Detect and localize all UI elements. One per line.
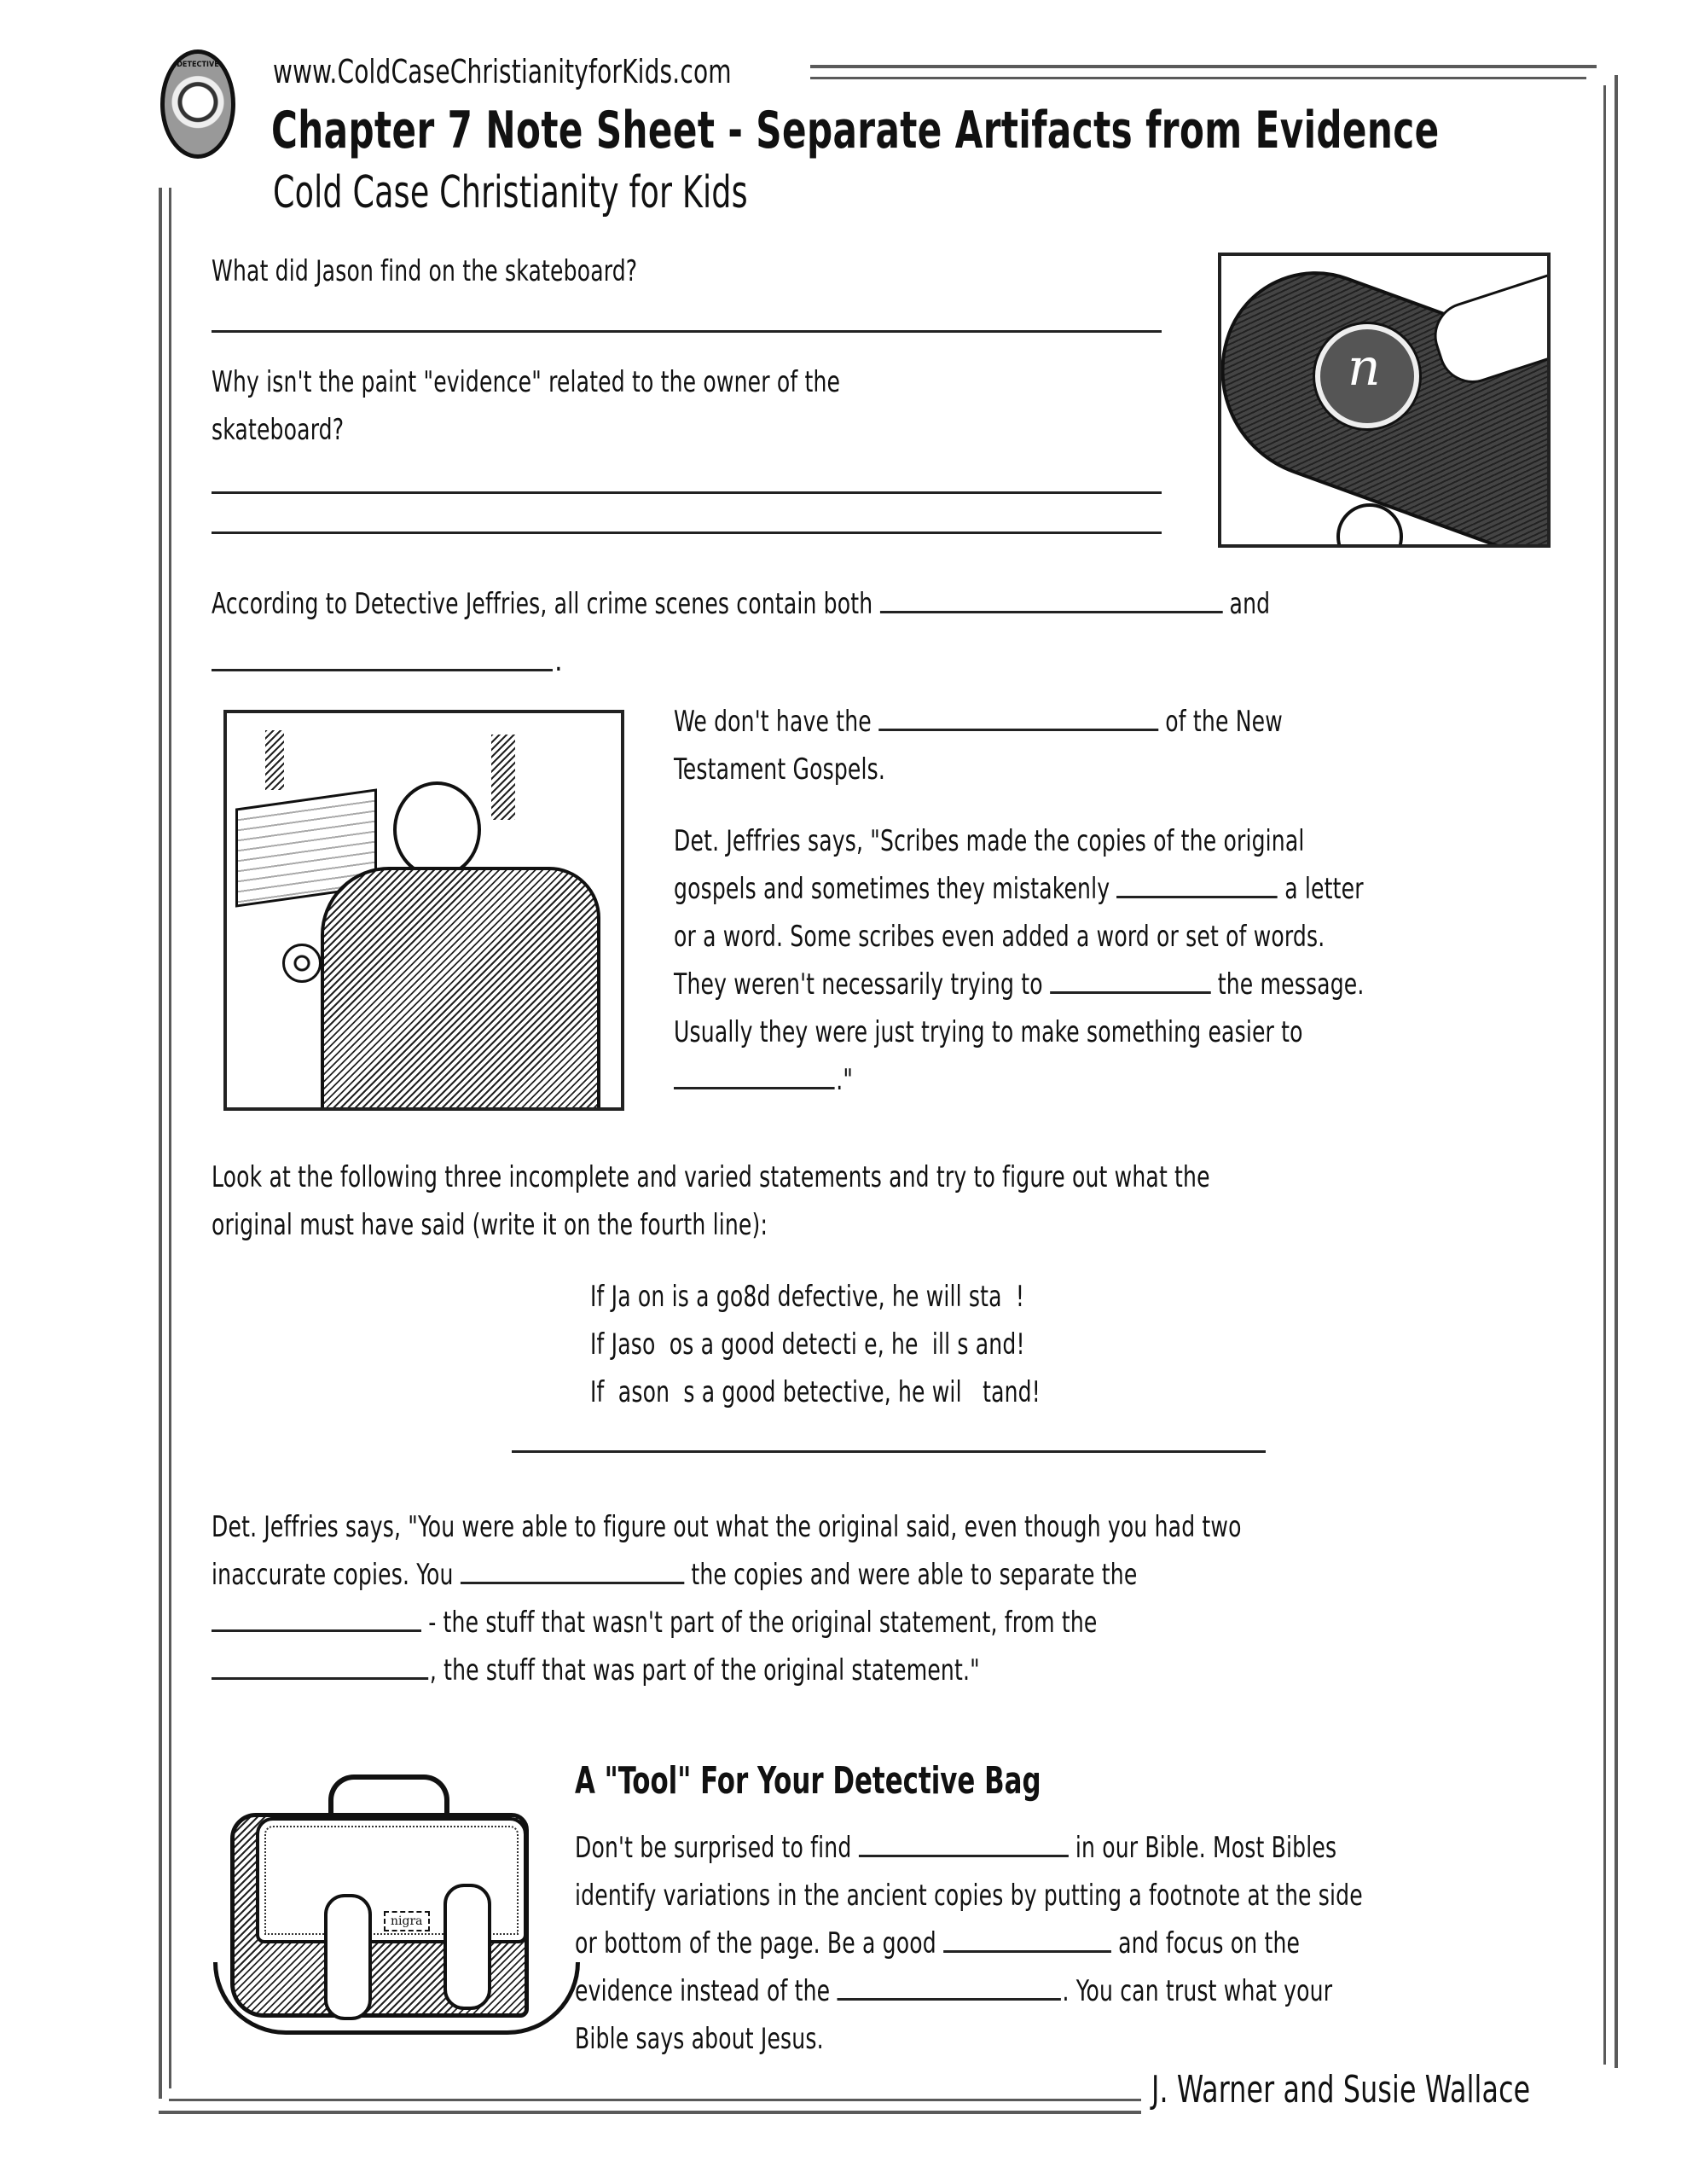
page-border-bottom-outer [159,2111,1141,2114]
answer-line-1[interactable] [212,330,1162,333]
question-3-text: According to Detective Jeffries, all crime scenes contain both [212,587,873,621]
blank-artifacts[interactable] [212,1609,421,1632]
scribe-p2-text-2a: gospels and sometimes they mistakenly [674,872,1110,906]
blank-easier-to[interactable] [674,1066,835,1089]
magnifier-icon: n [1315,324,1419,428]
page-border-left-outer [159,188,162,2099]
puzzle-statement: If ason s a good betective, he wil tand! [590,1375,1041,1409]
scribe-p2-text-6: ." [836,1063,854,1097]
quote-line2 [212,1558,1137,1592]
blank-artifacts-2[interactable] [837,1978,1060,2001]
scribe-p2-text-2b: a letter [1284,872,1364,906]
scribe-p1-line2: Testament Gospels. [674,752,886,787]
puzzle-statement: If Jaso os a good detecti e, he ill s and! [590,1327,1025,1362]
detective-bag-illustration [213,1766,571,2048]
scribe-p2-text-4a: They weren't necessarily trying to [674,967,1043,1002]
question-2-line-2: skateboard? [212,413,345,447]
bag-label: nigra [384,1911,430,1931]
scribe-writing-illustration [223,710,624,1111]
scroll-icon [282,944,322,983]
pillar-right [491,735,515,820]
puzzle-statement: If Ja on is a go8d defective, he will sta ! [590,1280,1025,1314]
badge-text: DETECTIVE [177,61,219,69]
question-3-and: and [1229,587,1271,621]
blank-detective[interactable] [943,1930,1111,1953]
tool-heading: A "Tool" For Your Detective Bag [575,1759,1041,1803]
page-border-bottom-inner [169,2099,1141,2101]
scribe-robe [321,867,600,1111]
question-3-period: . [554,644,563,678]
quote-text-4: , the stuff that was part of the original statement." [429,1653,980,1687]
page-border-right-outer [1615,75,1618,2068]
quote-text-2a: inaccurate copies. You [212,1558,454,1592]
page-border-top-outer [810,65,1597,68]
tool-text-1b: in our Bible. Most Bibles [1075,1831,1337,1865]
scribe-p1-text-a: We don't have the [674,705,872,739]
tool-line4 [575,1974,1332,2008]
page-subtitle: Cold Case Christianity for Kids [273,167,748,218]
page-border-left-inner [169,188,171,2088]
blank-crime-scene-2[interactable] [212,669,553,671]
wheel-icon [1336,503,1403,548]
page-title: Chapter 7 Note Sheet - Separate Artifacts from Evidence [271,101,1440,160]
scribe-p2-line3: or a word. Some scribes even added a word or set of words. [674,920,1325,954]
quote-line3 [212,1606,1098,1640]
answer-line-2a[interactable] [212,491,1162,494]
blank-crime-scene-1[interactable] [880,590,1223,613]
scribe-p2-line6 [674,1063,853,1097]
blank-originals[interactable] [878,708,1158,731]
tool-line3 [575,1926,1300,1960]
site-url[interactable]: www.ColdCaseChristianityforKids.com [273,53,732,90]
scribe-p2-line1: Det. Jeffries says, "Scribes made the copies of the original [674,824,1305,858]
tool-text-1a: Don't be surprised to find [575,1831,852,1865]
quote-text-3: - the stuff that wasn't part of the original statement, from the [428,1606,1098,1640]
question-1: What did Jason find on the skateboard? [212,254,638,288]
scribe-head [393,781,481,878]
page-border-top-inner [810,77,1586,79]
scribe-p2-line5: Usually they were just trying to make something easier to [674,1015,1303,1049]
tool-text-3b: and focus on the [1118,1926,1301,1960]
scribe-p2-text-4b: the message. [1217,967,1365,1002]
question-3 [212,587,1270,621]
authors-credit: J. Warner and Susie Wallace [1151,2068,1531,2111]
scribe-p2-line4 [674,967,1365,1002]
tool-text-4a: evidence instead of the [575,1974,831,2008]
tool-line2: identify variations in the ancient copies by putting a footnote at the side [575,1879,1363,1913]
quote-line1: Det. Jeffries says, "You were able to figure out what the original said, even though you had two [212,1510,1242,1544]
tool-text-4b: . You can trust what your [1062,1974,1333,2008]
skateboard-magnifier-illustration [1218,253,1551,548]
detective-badge-icon [160,49,235,159]
blank-compared[interactable] [461,1561,684,1584]
quote-line4 [212,1653,980,1687]
bag-strap [213,1962,580,2035]
answer-line-2b[interactable] [212,531,1162,534]
puzzle-intro-line2: original must have said (write it on the fourth line): [212,1208,768,1242]
blank-change-message[interactable] [1050,971,1211,994]
puzzle-intro-line1: Look at the following three incomplete and varied statements and try to figure out what the [212,1160,1210,1194]
scribe-p2-line2 [674,872,1364,906]
blank-mistakenly[interactable] [1116,875,1278,898]
scribe-p1-line1 [674,705,1283,739]
tool-line1 [575,1831,1336,1865]
blank-variations[interactable] [859,1834,1069,1857]
quote-text-2b: the copies and were able to separate the [691,1558,1138,1592]
page-border-right-inner [1603,85,1606,2065]
scribe-p1-text-b: of the New [1165,705,1283,739]
puzzle-answer-line[interactable] [512,1450,1266,1453]
pillar-left [265,730,284,790]
question-2-line-1: Why isn't the paint "evidence" related to the owner of the [212,365,841,399]
tool-text-3a: or bottom of the page. Be a good [575,1926,936,1960]
blank-evidence[interactable] [212,1657,428,1680]
tool-line5: Bible says about Jesus. [575,2022,824,2056]
